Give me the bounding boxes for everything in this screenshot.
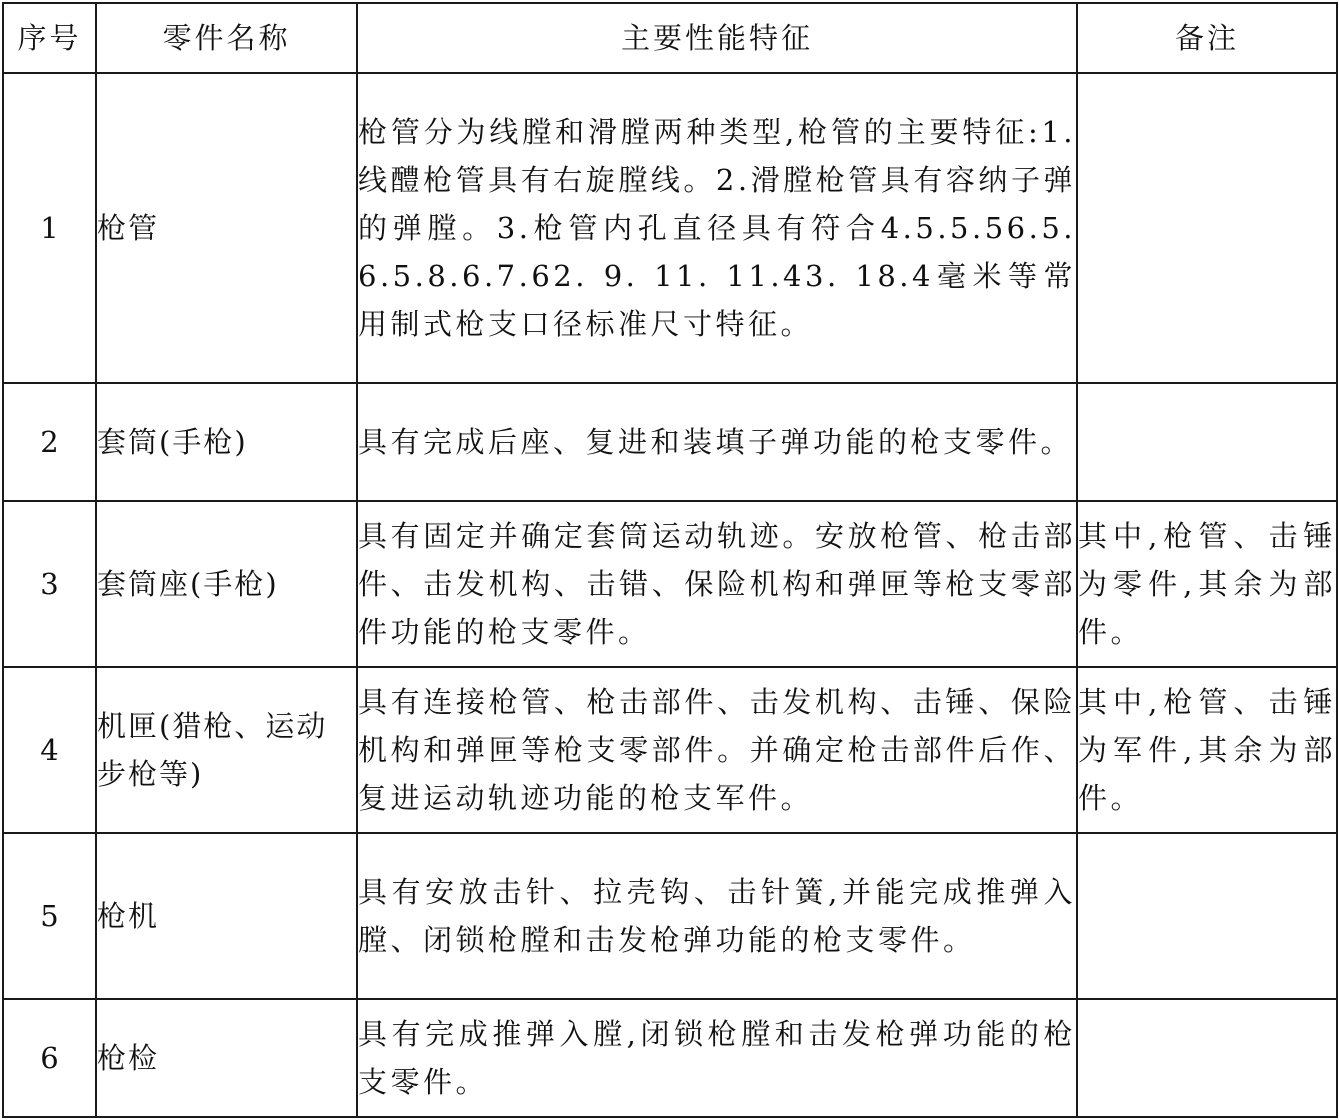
header-features: 主要性能特征 bbox=[357, 3, 1077, 73]
table-row bbox=[3, 833, 1337, 999]
table-row bbox=[3, 73, 1337, 383]
table-row bbox=[3, 999, 1337, 1117]
table-row bbox=[3, 501, 1337, 667]
part-features: 枪管分为线膛和滑膛两种类型,枪管的主要特征:1.线醴枪管具有右旋膛线。2.滑膛枪管具有容纳子弹的弹膛。3.枪管内孔直径具有符合4.5.5.56.5.6.5.8.6.7.62. 9. 11. 11.43. 18.4毫米等常用制式枪支口径标准尺寸特征。 bbox=[357, 73, 1077, 383]
row-number: 6 bbox=[3, 999, 96, 1117]
part-name: 枪管 bbox=[96, 73, 357, 383]
part-features: 具有安放击针、拉壳钩、击针簧,并能完成推弹入膛、闭锁枪膛和击发枪弹功能的枪支零件。 bbox=[357, 833, 1077, 999]
part-features: 具有固定并确定套筒运动轨迹。安放枪管、枪击部件、击发机构、击错、保险机构和弹匣等枪支零部件功能的枪支零件。 bbox=[357, 501, 1077, 667]
part-notes bbox=[1077, 383, 1337, 501]
part-features: 具有连接枪管、枪击部件、击发机构、击锤、保险机构和弹匣等枪支零部件。并确定枪击部件后作、复进运动轨迹功能的枪支军件。 bbox=[357, 667, 1077, 833]
row-number: 3 bbox=[3, 501, 96, 667]
row-number: 5 bbox=[3, 833, 96, 999]
table-row bbox=[3, 667, 1337, 833]
part-notes bbox=[1077, 833, 1337, 999]
table-row bbox=[3, 383, 1337, 501]
header-no: 序号 bbox=[3, 3, 96, 73]
part-name: 枪检 bbox=[96, 999, 357, 1117]
part-name: 套筒(手枪) bbox=[96, 383, 357, 501]
header-name: 零件名称 bbox=[96, 3, 357, 73]
part-name: 套筒座(手枪) bbox=[96, 501, 357, 667]
part-notes: 其中,枪管、击锤为军件,其余为部件。 bbox=[1077, 667, 1337, 833]
table-header-row bbox=[3, 3, 1337, 73]
part-notes bbox=[1077, 999, 1337, 1117]
part-features: 具有完成推弹入膛,闭锁枪膛和击发枪弹功能的枪支零件。 bbox=[357, 999, 1077, 1117]
parts-spec-table bbox=[2, 2, 1338, 1118]
header-notes: 备注 bbox=[1077, 3, 1337, 73]
part-notes bbox=[1077, 73, 1337, 383]
row-number: 2 bbox=[3, 383, 96, 501]
part-name: 枪机 bbox=[96, 833, 357, 999]
row-number: 4 bbox=[3, 667, 96, 833]
part-features: 具有完成后座、复进和装填子弹功能的枪支零件。 bbox=[357, 383, 1077, 501]
part-name: 机匣(猎枪、运动步枪等) bbox=[96, 667, 357, 833]
row-number: 1 bbox=[3, 73, 96, 383]
part-notes: 其中,枪管、击锤为零件,其余为部件。 bbox=[1077, 501, 1337, 667]
